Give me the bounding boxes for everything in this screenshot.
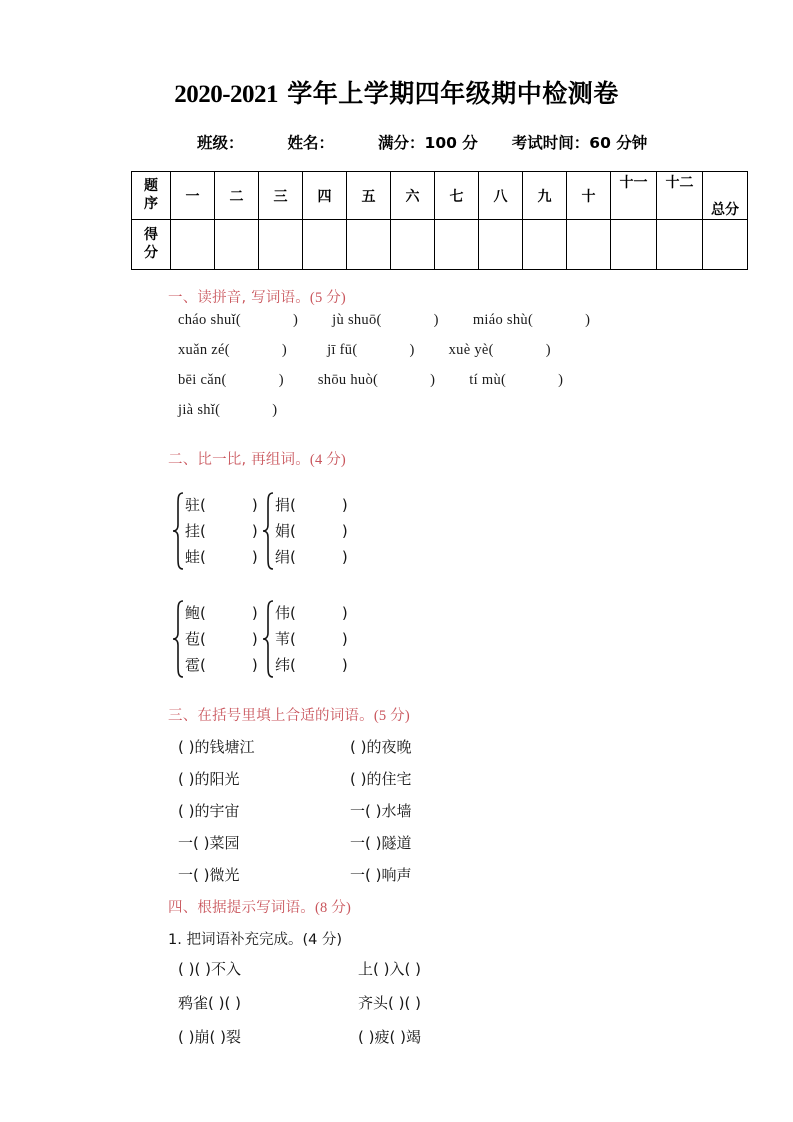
fill-pair-row-4 <box>178 832 411 853</box>
idiom-row-3 <box>178 1026 421 1047</box>
fill-item-xiangsheng: 一( )响声 <box>350 866 412 884</box>
section-heading-1 <box>168 286 346 307</box>
score-cell-1[interactable] <box>171 220 215 270</box>
brace-group-4 <box>262 600 348 678</box>
fill-item-yuzhou: ( )的宇宙 <box>178 802 240 820</box>
score-cell-total[interactable] <box>703 220 748 270</box>
pinyin-item-ju-shuo: jù shuō( <box>332 312 382 328</box>
curly-brace-icon <box>172 492 185 570</box>
section-3-title: 三、在括号里填上合适的词语。 <box>168 708 374 724</box>
pinyin-row-3: bēi cǎn( ) shōu huò( ) tí mù( ) <box>178 372 564 388</box>
table-row-scores <box>132 220 748 270</box>
header-cell-12: 十二 <box>657 172 703 220</box>
header-cell-7: 七 <box>435 172 479 220</box>
table-row-question-numbers <box>132 172 748 220</box>
pinyin-item-jia-shi: jià shǐ( <box>178 402 221 418</box>
fill-item-yangguang: ( )的阳光 <box>178 770 240 788</box>
idiom-item-bengtulie: ( )崩( )裂 <box>178 1028 241 1046</box>
section-4-points: (8 分) <box>315 900 352 916</box>
pinyin-row-2: xuǎn zé( ) jī fū( ) xuè yè( ) <box>178 342 551 358</box>
pinyin-item-ti-mu: tí mù( <box>469 372 507 388</box>
header-cell-total: 总分 <box>703 172 748 220</box>
fill-item-shuiqiang: 一( )水墙 <box>350 802 412 820</box>
idiom-item-pijie: ( )疲( )竭 <box>358 1028 421 1046</box>
section-2-title: 二、比一比, 再组词。 <box>168 452 310 468</box>
header-cell-1: 一 <box>171 172 215 220</box>
brace-items-1 <box>185 492 258 570</box>
pinyin-item-xue-ye: xuè yè( <box>448 342 494 358</box>
row-label-question-order <box>132 172 171 220</box>
idiom-item-qitou: 齐头( )( ) <box>358 994 421 1012</box>
section-4-title: 四、根据提示写词语。 <box>168 900 315 916</box>
section-4-subheading: 1. 把词语补充完成。(4 分) <box>168 932 343 948</box>
score-cell-4[interactable] <box>303 220 347 270</box>
idiom-row-1 <box>178 958 421 979</box>
fill-pair-row-3 <box>178 800 411 821</box>
brace-item-juan3: 绢( ) <box>275 548 348 566</box>
score-cell-10[interactable] <box>567 220 611 270</box>
brace-item-bao3: 雹( ) <box>185 656 258 674</box>
fill-item-qiantangjiang: ( )的钱塘江 <box>178 738 255 756</box>
header-cell-4: 四 <box>303 172 347 220</box>
brace-items-2 <box>275 492 348 570</box>
pinyin-row-1: cháo shuǐ( ) jù shuō( ) miáo shù( ) <box>178 312 591 328</box>
pinyin-item-miao-shu: miáo shù( <box>472 312 534 328</box>
title-rest: 学年上学期四年级期中检测卷 <box>278 79 619 108</box>
idiom-item-shangru: 上( )入( ) <box>358 960 421 978</box>
pinyin-item-bei-can: bēi cǎn( <box>178 372 227 388</box>
brace-item-wei1: 伟( ) <box>275 604 348 622</box>
header-cell-11: 十一 <box>611 172 657 220</box>
header-cell-5: 五 <box>347 172 391 220</box>
score-cell-12[interactable] <box>657 220 703 270</box>
pinyin-item-ji-fu: jī fū( <box>327 342 358 358</box>
pinyin-item-shou-huo: shōu huò( <box>317 372 379 388</box>
fill-item-caiyuan: 一( )菜园 <box>178 834 240 852</box>
section-heading-3 <box>168 704 410 725</box>
header-cell-3: 三 <box>259 172 303 220</box>
row-label-question-order-char2: 序 <box>144 195 158 212</box>
section-1-title: 一、读拼音, 写词语。 <box>168 290 310 306</box>
title-year-range: 2020-2021 <box>174 81 279 108</box>
score-cell-11[interactable] <box>611 220 657 270</box>
score-cell-3[interactable] <box>259 220 303 270</box>
brace-item-wei2: 苇( ) <box>275 630 348 648</box>
curly-brace-icon <box>262 600 275 678</box>
section-3-points: (5 分) <box>373 708 410 724</box>
brace-item-bao1: 鲍( ) <box>185 604 258 622</box>
row-label-question-order-char1: 题 <box>144 178 158 194</box>
pinyin-item-chao-shui: cháo shuǐ( <box>178 312 241 328</box>
brace-item-juan1: 捐( ) <box>275 496 348 514</box>
brace-items-3 <box>185 600 258 678</box>
score-cell-8[interactable] <box>479 220 523 270</box>
section-2-points: (4 分) <box>309 452 346 468</box>
class-label: 班级： <box>197 134 244 152</box>
section-heading-2 <box>168 448 346 469</box>
score-cell-7[interactable] <box>435 220 479 270</box>
fill-item-suidao: 一( )隧道 <box>350 834 412 852</box>
pinyin-item-xuan-ze: xuǎn zé( <box>178 342 230 358</box>
brace-item-bao2: 苞( ) <box>185 630 258 648</box>
header-cell-6: 六 <box>391 172 435 220</box>
student-info-line <box>131 131 707 153</box>
fill-pair-row-2 <box>178 768 411 789</box>
idiom-row-2 <box>178 992 421 1013</box>
page-title <box>0 74 793 110</box>
curly-brace-icon <box>172 600 185 678</box>
score-cell-9[interactable] <box>523 220 567 270</box>
fill-item-weiguang: 一( )微光 <box>178 866 240 884</box>
score-table <box>131 171 748 270</box>
fill-pair-row-1 <box>178 736 411 757</box>
fill-item-yewan: ( )的夜晚 <box>350 738 412 756</box>
brace-item-gua: 挂( ) <box>185 522 258 540</box>
score-cell-6[interactable] <box>391 220 435 270</box>
total-score-label: 满分：100 分 <box>378 134 478 152</box>
brace-group-1 <box>172 492 258 570</box>
brace-item-juan2: 娟( ) <box>275 522 348 540</box>
idiom-item-burubuwu: ( )( )不入 <box>178 960 241 978</box>
idiom-item-yaque: 鸦雀( )( ) <box>178 994 241 1012</box>
row-label-score-char1: 得 <box>144 227 158 243</box>
score-cell-5[interactable] <box>347 220 391 270</box>
header-cell-10: 十 <box>567 172 611 220</box>
row-label-score <box>132 220 171 270</box>
pinyin-row-4: jià shǐ( ) <box>178 402 278 418</box>
brace-item-wa: 蛙( ) <box>185 548 258 566</box>
header-cell-2: 二 <box>215 172 259 220</box>
header-cell-9: 九 <box>523 172 567 220</box>
header-cell-8: 八 <box>479 172 523 220</box>
name-label: 姓名： <box>287 134 335 152</box>
row-label-score-char2: 分 <box>144 244 158 261</box>
brace-item-wei3: 纬( ) <box>275 656 348 674</box>
curly-brace-icon <box>262 492 275 570</box>
section-heading-4 <box>168 896 351 917</box>
brace-items-4 <box>275 600 348 678</box>
duration-label: 考试时间：60 分钟 <box>511 134 648 152</box>
brace-group-3 <box>172 600 258 678</box>
fill-pair-row-5 <box>178 864 411 885</box>
brace-group-2 <box>262 492 348 570</box>
brace-item-zhu: 驻( ) <box>185 496 258 514</box>
score-cell-2[interactable] <box>215 220 259 270</box>
fill-item-zhuzhai: ( )的住宅 <box>350 770 412 788</box>
section-1-points: (5 分) <box>309 290 346 306</box>
